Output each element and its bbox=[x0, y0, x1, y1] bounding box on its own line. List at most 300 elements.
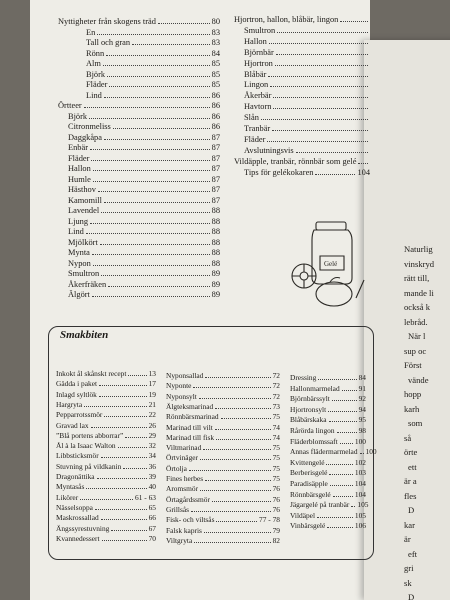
toc-entry bbox=[56, 401, 156, 408]
dot-leader bbox=[91, 160, 209, 161]
entry-page-number: 75 bbox=[272, 463, 280, 473]
entry-page-number: 87 bbox=[211, 174, 220, 184]
toc-entry bbox=[86, 29, 220, 37]
entry-page-number: 83 bbox=[211, 38, 220, 47]
entry-title: Vildäpel bbox=[290, 510, 316, 520]
entry-page-number: 100 bbox=[354, 436, 366, 446]
entry-title: Mjölkört bbox=[68, 237, 98, 247]
dot-leader bbox=[97, 478, 147, 479]
right-page-text-line: sup oc bbox=[404, 345, 427, 356]
dot-leader bbox=[215, 429, 271, 430]
toc-entry bbox=[56, 504, 156, 511]
entry-title: Björnbärssylt bbox=[290, 394, 330, 404]
entry-title: Örtagårdssmör bbox=[166, 494, 210, 504]
entry-title: Hjortron bbox=[244, 58, 273, 68]
entry-page-number: 88 bbox=[211, 216, 220, 226]
entry-title: Nässelsoppa bbox=[56, 502, 93, 512]
toc-entry bbox=[86, 60, 220, 68]
dot-leader bbox=[342, 390, 357, 391]
right-page-text-line: eft bbox=[408, 548, 418, 559]
entry-title: Vinbärsgelé bbox=[290, 521, 326, 531]
right-page-text-line: ett bbox=[408, 461, 417, 472]
dot-leader bbox=[100, 244, 210, 245]
entry-title: Dressing bbox=[290, 373, 317, 382]
entry-page-number: 75 bbox=[272, 443, 280, 453]
toc-entry bbox=[166, 527, 280, 534]
entry-page-number: 86 bbox=[211, 111, 220, 121]
entry-page-number: 74 bbox=[272, 422, 280, 432]
entry-title: Mynta bbox=[68, 248, 90, 257]
entry-title: Viltgryta bbox=[166, 535, 193, 545]
right-page-text-line: som bbox=[408, 418, 423, 428]
toc-entry bbox=[290, 395, 366, 402]
entry-title: Ängssyrestuvning bbox=[56, 523, 110, 533]
dot-leader bbox=[128, 375, 146, 376]
dot-leader bbox=[102, 540, 147, 541]
toc-entry bbox=[166, 424, 280, 431]
dot-leader bbox=[327, 527, 353, 528]
right-page-text-line: rätt till, bbox=[404, 273, 430, 283]
toc-entry bbox=[244, 92, 370, 100]
toc-entry bbox=[290, 491, 366, 498]
right-page-text-line: lebråd. bbox=[404, 316, 428, 327]
entry-title: Rönnbärsmarinad bbox=[166, 412, 219, 422]
dot-leader bbox=[276, 54, 368, 55]
right-page-text-line: karh bbox=[404, 403, 420, 414]
toc-entry bbox=[166, 516, 280, 523]
toc-entry bbox=[56, 452, 156, 459]
dot-leader bbox=[275, 65, 368, 66]
right-page-text-line: sk bbox=[404, 577, 412, 588]
toc-entry bbox=[290, 469, 366, 476]
dot-leader bbox=[358, 163, 368, 164]
dot-leader bbox=[95, 509, 147, 510]
toc-entry bbox=[56, 535, 156, 542]
entry-title: En bbox=[86, 27, 96, 37]
entry-page-number: 85 bbox=[211, 69, 220, 79]
entry-title: Älgteksmarinad bbox=[166, 401, 214, 411]
entry-title: Hallonmarmelad bbox=[290, 383, 340, 393]
entry-page-number: 87 bbox=[211, 153, 220, 163]
entry-page-number: 76 bbox=[272, 484, 280, 494]
right-page-text-line: Först bbox=[404, 360, 422, 370]
dot-leader bbox=[318, 379, 356, 380]
toc-entry bbox=[58, 102, 220, 110]
dot-leader bbox=[103, 65, 210, 66]
dot-leader bbox=[99, 385, 147, 386]
entry-title: Humle bbox=[68, 174, 91, 184]
toc-entry bbox=[290, 459, 366, 466]
entry-title: Hallon bbox=[244, 36, 267, 46]
dot-leader bbox=[216, 521, 257, 522]
entry-page-number: 87 bbox=[211, 143, 220, 152]
entry-title: Hjortronsylt bbox=[290, 404, 327, 414]
entry-title: Smultron bbox=[68, 269, 100, 278]
right-page-text-line: så bbox=[404, 432, 412, 443]
dot-leader bbox=[191, 511, 271, 512]
entry-page-number: 86 bbox=[211, 101, 220, 110]
dot-leader bbox=[332, 400, 357, 401]
entry-page-number: 92 bbox=[358, 394, 366, 404]
entry-title: Daggkåpa bbox=[68, 132, 102, 142]
dot-leader bbox=[106, 55, 209, 56]
toc-entry bbox=[290, 512, 366, 519]
entry-title: Jägargelé på tranbär bbox=[290, 500, 350, 510]
dot-leader bbox=[92, 254, 210, 255]
toc-entry bbox=[56, 422, 156, 429]
toc-entry bbox=[166, 434, 280, 441]
right-page-text-line: kar bbox=[404, 519, 415, 530]
entry-page-number: 98 bbox=[358, 426, 366, 435]
entry-title: Inkokt ål skånskt recept bbox=[56, 369, 127, 378]
toc-entry bbox=[244, 103, 370, 111]
entry-page-number: 104 bbox=[354, 479, 366, 488]
entry-page-number: 13 bbox=[148, 369, 156, 378]
entry-title: Örtvinäger bbox=[166, 453, 199, 463]
toc-entry bbox=[244, 38, 370, 46]
smakbiten-title: Smakbiten bbox=[60, 329, 109, 341]
entry-title: Slån bbox=[244, 113, 259, 123]
toc-entry bbox=[68, 186, 220, 194]
entry-page-number: 72 bbox=[272, 391, 280, 401]
toc-entry bbox=[166, 403, 280, 410]
toc-entry bbox=[56, 411, 156, 418]
entry-title: Lingon bbox=[244, 80, 269, 90]
toc-entry bbox=[244, 114, 370, 122]
entry-title: Marinad till vilt bbox=[166, 422, 213, 432]
entry-title: Myntasås bbox=[56, 482, 85, 492]
toc-entry bbox=[56, 494, 156, 501]
entry-title: Nyponsallad bbox=[166, 371, 204, 380]
dot-leader bbox=[158, 23, 210, 24]
toc-entry bbox=[244, 147, 370, 155]
dot-leader bbox=[123, 468, 146, 469]
dot-leader bbox=[272, 130, 368, 131]
toc-entry bbox=[244, 125, 370, 133]
entry-page-number: 32 bbox=[148, 441, 156, 451]
entry-title: Smultron bbox=[244, 25, 276, 35]
entry-page-number: 82 bbox=[272, 535, 280, 545]
entry-title: Nypon bbox=[68, 258, 91, 268]
dot-leader bbox=[86, 488, 146, 489]
toc-entry bbox=[166, 496, 280, 503]
dot-leader bbox=[326, 464, 352, 465]
entry-page-number: 61 - 63 bbox=[135, 492, 156, 502]
toc-entry bbox=[86, 50, 220, 58]
dot-leader bbox=[125, 437, 146, 438]
entry-page-number: 87 bbox=[211, 185, 220, 194]
entry-title: Nyttigheter från skogens träd bbox=[58, 17, 156, 26]
toc-entry bbox=[166, 372, 280, 379]
toc-entry bbox=[244, 60, 370, 68]
right-page-text-line: är bbox=[404, 534, 411, 544]
jam-jars-illustration bbox=[290, 218, 370, 310]
dot-leader bbox=[317, 517, 353, 518]
entry-title: Blåbärskaka bbox=[290, 415, 327, 425]
toc-entry bbox=[166, 475, 280, 482]
entry-page-number: 86 bbox=[211, 122, 220, 131]
toc-entry bbox=[86, 81, 220, 89]
entry-title: Fläder bbox=[244, 134, 266, 144]
right-page-text-line: gri bbox=[404, 563, 414, 573]
right-page-text-line: örte bbox=[404, 447, 418, 457]
entry-page-number: 75 bbox=[272, 474, 280, 483]
dot-leader bbox=[200, 490, 271, 491]
right-page bbox=[364, 40, 450, 600]
dot-leader bbox=[329, 474, 353, 475]
entry-page-number: 34 bbox=[148, 451, 156, 461]
dot-leader bbox=[93, 170, 210, 171]
dot-leader bbox=[340, 443, 353, 444]
entry-title: Havtorn bbox=[244, 102, 272, 112]
entry-title: ”Blå portens abborrar” bbox=[56, 430, 124, 440]
right-page-text-line: mande li bbox=[404, 287, 434, 298]
dot-leader bbox=[132, 44, 210, 45]
toc-entry bbox=[290, 385, 366, 392]
entry-title: Berberisgelé bbox=[290, 468, 328, 478]
dot-leader bbox=[98, 191, 210, 192]
dot-leader bbox=[113, 128, 210, 129]
entry-page-number: 75 bbox=[272, 453, 280, 463]
dot-leader bbox=[203, 449, 270, 450]
dot-leader bbox=[89, 118, 210, 119]
entry-title: Aromsmör bbox=[166, 484, 199, 494]
toc-entry bbox=[244, 81, 370, 89]
entry-title: Marinad till fisk bbox=[166, 432, 215, 442]
toc-entry bbox=[166, 382, 280, 389]
dot-leader bbox=[104, 139, 210, 140]
entry-page-number: 67 bbox=[148, 523, 156, 533]
entry-page-number: 76 bbox=[272, 494, 280, 504]
entry-title: Älgört bbox=[68, 290, 90, 299]
entry-page-number: 88 bbox=[211, 206, 220, 215]
toc-entry bbox=[68, 123, 220, 131]
dot-leader bbox=[216, 439, 271, 440]
entry-page-number: 88 bbox=[211, 227, 220, 236]
entry-title: Pepparrotssmör bbox=[56, 410, 103, 420]
entry-title: Örtolja bbox=[166, 463, 187, 473]
toc-entry bbox=[58, 18, 220, 26]
entry-page-number: 76 bbox=[272, 504, 280, 514]
right-page-text-line: fles bbox=[404, 490, 417, 501]
dot-leader bbox=[330, 485, 353, 486]
entry-title: Gravad lax bbox=[56, 420, 89, 430]
entry-page-number: 88 bbox=[211, 258, 220, 268]
entry-page-number: 89 bbox=[211, 269, 220, 278]
dot-leader bbox=[199, 398, 271, 399]
dot-leader bbox=[215, 408, 270, 409]
right-page-text-line: vinskryd bbox=[404, 258, 435, 269]
entry-page-number: 74 bbox=[272, 432, 280, 442]
entry-title: Viltmarinad bbox=[166, 443, 202, 453]
entry-page-number: 91 bbox=[358, 383, 366, 393]
entry-title: Inlagd syltlök bbox=[56, 389, 97, 399]
toc-entry bbox=[86, 92, 220, 100]
entry-title: Alm bbox=[86, 59, 101, 68]
entry-page-number: 26 bbox=[148, 420, 156, 430]
dot-leader bbox=[104, 416, 146, 417]
entry-page-number: 104 bbox=[354, 489, 366, 499]
dot-leader bbox=[99, 396, 147, 397]
entry-page-number: 39 bbox=[148, 472, 156, 481]
dot-leader bbox=[204, 532, 271, 533]
dot-leader bbox=[93, 181, 210, 182]
dot-leader bbox=[97, 34, 209, 35]
entry-title: Likörer bbox=[56, 492, 79, 502]
toc-entry bbox=[86, 39, 220, 47]
toc-entry bbox=[68, 239, 220, 247]
toc-entry bbox=[244, 27, 370, 35]
entry-page-number: 73 bbox=[272, 401, 280, 411]
toc-entry bbox=[290, 374, 366, 381]
entry-page-number: 40 bbox=[148, 482, 156, 492]
entry-page-number: 84 bbox=[211, 48, 220, 58]
entry-page-number: 95 bbox=[358, 415, 366, 425]
toc-entry bbox=[68, 270, 220, 278]
toc-entry bbox=[56, 380, 156, 387]
toc-entry bbox=[290, 447, 377, 457]
entry-title: Kvittengelé bbox=[290, 457, 325, 467]
toc-entry bbox=[244, 136, 370, 144]
entry-page-number: 100 bbox=[365, 447, 377, 457]
dot-leader bbox=[205, 480, 270, 481]
dot-leader bbox=[270, 86, 368, 87]
dot-leader bbox=[277, 32, 368, 33]
toc-entry bbox=[290, 427, 366, 434]
entry-title: Avslutningsvis bbox=[244, 145, 294, 155]
right-page-text-line: Naturlig bbox=[404, 244, 433, 254]
entry-title: Åkerbär bbox=[244, 91, 272, 101]
toc-entry bbox=[290, 406, 366, 413]
entry-title: Björnbär bbox=[244, 47, 274, 57]
entry-page-number: 105 bbox=[354, 510, 366, 520]
entry-title: Ljung bbox=[68, 216, 89, 226]
toc-entry bbox=[290, 500, 369, 510]
toc-entry bbox=[68, 144, 220, 152]
dot-leader bbox=[221, 418, 271, 419]
entry-title: Annas flädermarmelad bbox=[290, 447, 358, 457]
entry-title: Tranbär bbox=[244, 124, 271, 133]
entry-title: Maskrossallad bbox=[56, 513, 99, 523]
dot-leader bbox=[212, 501, 271, 502]
entry-page-number: 65 bbox=[148, 502, 156, 512]
entry-title: Paradisäpple bbox=[290, 479, 328, 488]
entry-page-number: 66 bbox=[148, 513, 156, 523]
entry-page-number: 104 bbox=[357, 167, 370, 177]
toc-entry bbox=[68, 113, 220, 121]
entry-title: Ål à la Isaac Walton bbox=[56, 441, 116, 451]
toc-entry bbox=[68, 176, 220, 184]
dot-leader bbox=[104, 97, 210, 98]
entry-page-number: 72 bbox=[272, 371, 280, 380]
dot-leader bbox=[101, 519, 147, 520]
entry-title: Fines herbes bbox=[166, 474, 204, 483]
entry-page-number: 80 bbox=[211, 17, 220, 26]
entry-title: Tall och gran bbox=[86, 38, 131, 47]
dot-leader bbox=[351, 506, 355, 507]
entry-title: Tips för gelékokaren bbox=[244, 167, 314, 177]
entry-page-number: 87 bbox=[211, 195, 220, 205]
toc-entry bbox=[244, 71, 370, 79]
toc-entry bbox=[166, 454, 280, 461]
entry-title: Rönnbärsgelé bbox=[290, 489, 331, 499]
dot-leader bbox=[109, 86, 209, 87]
toc-entry bbox=[166, 413, 280, 420]
toc-entry bbox=[290, 416, 366, 423]
toc-entry bbox=[166, 444, 280, 451]
svg-text:Gelé: Gelé bbox=[324, 260, 338, 268]
entry-page-number: 70 bbox=[148, 533, 156, 543]
toc-entry bbox=[166, 465, 280, 472]
dot-leader bbox=[92, 296, 210, 297]
entry-page-number: 106 bbox=[354, 521, 366, 531]
toc-entry bbox=[290, 438, 366, 445]
dot-leader bbox=[101, 275, 209, 276]
dot-leader bbox=[101, 457, 147, 458]
entry-page-number: 94 bbox=[358, 404, 366, 414]
entry-title: Dragonättika bbox=[56, 472, 95, 481]
entry-title: Åkerfräken bbox=[68, 279, 107, 289]
entry-title: Grillsås bbox=[166, 504, 189, 514]
entry-title: Nyponsylt bbox=[166, 391, 197, 401]
dot-leader bbox=[101, 212, 209, 213]
toc-entry bbox=[68, 281, 220, 289]
toc-entry bbox=[56, 525, 156, 532]
entry-title: Fisk- och viltsås bbox=[166, 515, 215, 525]
entry-title: Hjortron, hallon, blåbär, lingon bbox=[234, 15, 339, 24]
entry-title: Hästhov bbox=[68, 185, 96, 194]
entry-page-number: 21 bbox=[148, 399, 156, 409]
toc-entry bbox=[56, 514, 156, 521]
entry-title: Vildäpple, tranbär, rönnbär som gelé bbox=[234, 156, 357, 166]
entry-page-number: 85 bbox=[211, 80, 220, 89]
entry-title: Björk bbox=[86, 69, 106, 79]
entry-page-number: 83 bbox=[211, 27, 220, 37]
toc-entry bbox=[68, 249, 220, 257]
dot-leader bbox=[104, 202, 210, 203]
entry-page-number: 102 bbox=[354, 457, 366, 467]
dot-leader bbox=[91, 427, 147, 428]
dot-leader bbox=[328, 411, 356, 412]
dot-leader bbox=[360, 453, 364, 454]
toc-entry bbox=[56, 483, 156, 490]
toc-entry bbox=[68, 260, 220, 268]
toc-entry bbox=[68, 165, 220, 173]
entry-title: Fläderblomssaft bbox=[290, 436, 338, 446]
entry-title: Blåbär bbox=[244, 69, 267, 79]
entry-page-number: 105 bbox=[357, 500, 369, 510]
toc-entry bbox=[86, 71, 220, 79]
entry-page-number: 88 bbox=[211, 248, 220, 257]
entry-page-number: 84 bbox=[358, 373, 366, 382]
entry-page-number: 75 bbox=[272, 412, 280, 422]
entry-page-number: 89 bbox=[211, 290, 220, 299]
toc-entry bbox=[166, 485, 280, 492]
entry-title: Kvannedessert bbox=[56, 533, 100, 543]
entry-page-number: 103 bbox=[354, 468, 366, 478]
dot-leader bbox=[268, 76, 368, 77]
dot-leader bbox=[108, 286, 209, 287]
entry-page-number: 89 bbox=[211, 279, 220, 289]
toc-entry bbox=[290, 480, 366, 487]
dot-leader bbox=[200, 459, 271, 460]
dot-leader bbox=[90, 223, 210, 224]
right-page-text-line: D bbox=[408, 592, 415, 600]
dot-leader bbox=[86, 233, 210, 234]
right-page-text-line: När l bbox=[408, 331, 426, 341]
toc-entry bbox=[68, 155, 220, 163]
toc-entry bbox=[290, 522, 366, 529]
